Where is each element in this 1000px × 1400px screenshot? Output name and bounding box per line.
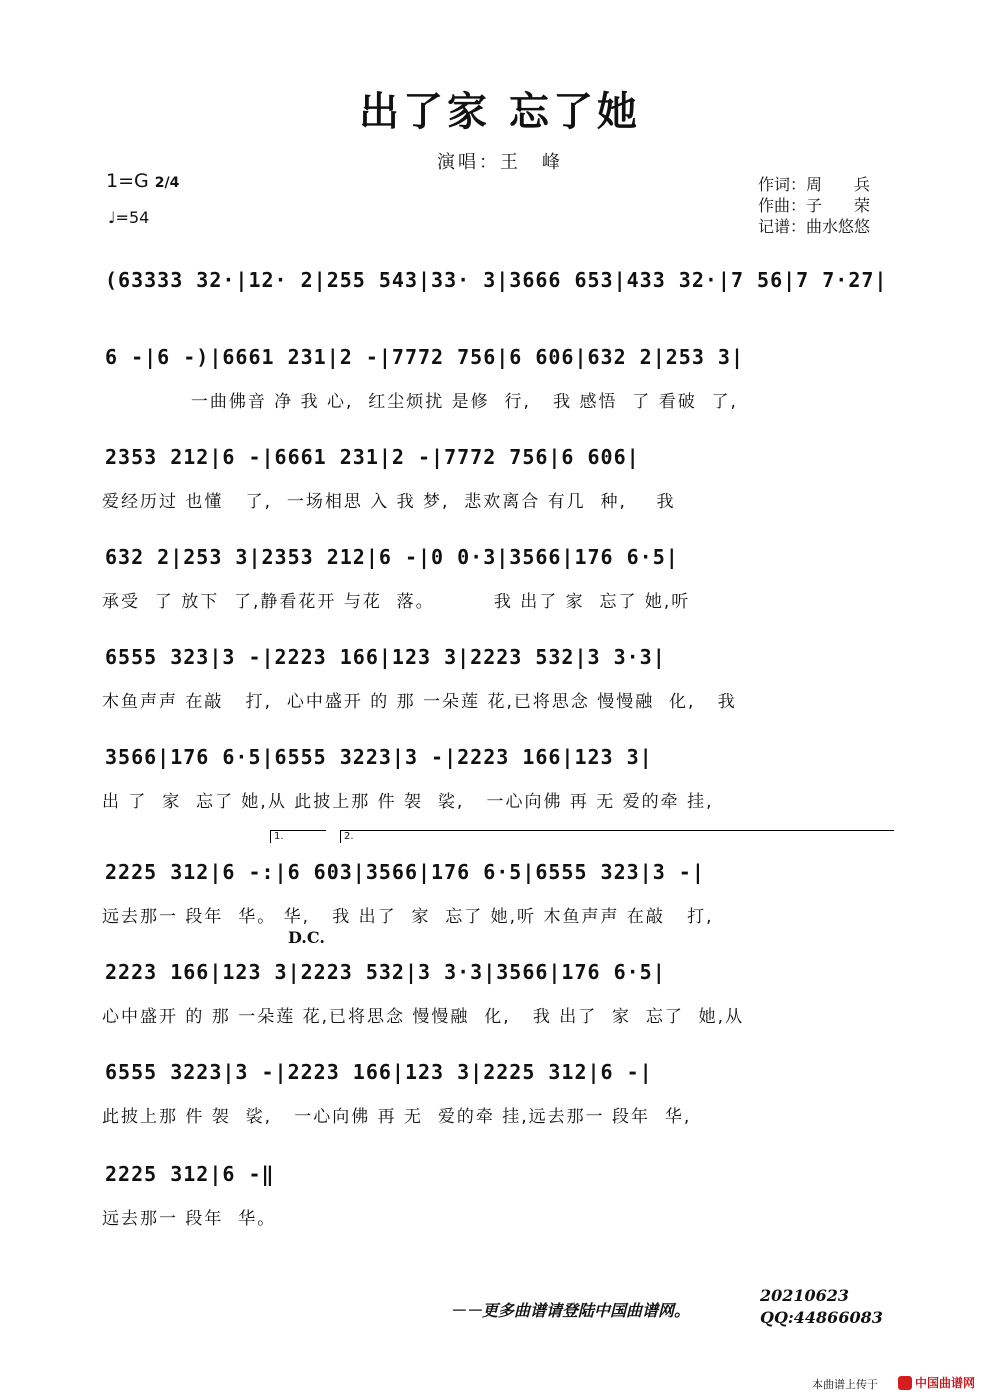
lyrics-line: 承受 了 放下 了,静看花开 与花 落。 我 出了 家 忘了 她,听 <box>102 592 691 612</box>
dc-marker: D.C. <box>288 928 325 947</box>
transcription-date: 20210623 <box>760 1286 850 1305</box>
site-logo-icon <box>898 1376 912 1390</box>
notation-line: 2223 166|123 3|2223 532|3 3·3|3566|176 6·5| <box>105 960 666 984</box>
lyricist-credit: 作词：周 兵 <box>758 175 871 194</box>
lyrics-line: 心中盛开 的 那 一朵莲 花,已将思念 慢慢融 化, 我 出了 家 忘了 她,从 <box>102 1007 745 1027</box>
credits <box>758 174 870 237</box>
time-signature: 2/4 <box>154 175 180 191</box>
volta-second-ending: 2. <box>340 830 894 843</box>
lyrics-line: 一曲佛音 净 我 心, 红尘烦扰 是修 行, 我 感悟 了 看破 了, <box>102 392 738 412</box>
lyrics-line: 木鱼声声 在敲 打, 心中盛开 的 那 一朵莲 花,已将思念 慢慢融 化, 我 <box>102 692 737 712</box>
score-system <box>0 1060 1000 1127</box>
site-logo[interactable] <box>898 1372 986 1392</box>
score-system <box>0 1162 1000 1229</box>
lyrics-line <box>102 310 898 336</box>
lyrics-line: 爱经历过 也懂 了, 一场相思 入 我 梦, 悲欢离合 有几 种, 我 <box>102 492 676 512</box>
score-system <box>0 645 1000 712</box>
volta-first-ending: 1. <box>270 830 326 843</box>
key-signature <box>106 170 179 192</box>
score-system <box>0 445 1000 512</box>
singer-line: 演唱：王 峰 <box>437 152 563 173</box>
notation-line: 6 -|6 -)|6661 231|2 -|7772 756|6 606|632 2|253 3| <box>105 345 745 369</box>
notation-line: (63333 32·|12· 2|255 543|33· 3|3666 653|433 32·|7 56|7 7·27| <box>105 268 888 292</box>
lyrics-line: 远去那一 段年 华。 <box>102 1209 277 1229</box>
score-system <box>0 960 1000 1027</box>
notation-line: 3566|176 6·5|6555 3223|3 -|2223 166|123 3| <box>105 745 653 769</box>
footer-note: －－更多曲谱请登陆中国曲谱网。 <box>450 1301 691 1320</box>
lyrics-line: 出 了 家 忘了 她,从 此披上那 件 袈 裟, 一心向佛 再 无 爱的牵 挂, <box>102 792 714 812</box>
notation-line: 632 2|253 3|2353 212|6 -|0 0·3|3566|176 6·5| <box>105 545 679 569</box>
notation-line: 2225 312|6 -:|6 603|3566|176 6·5|6555 323|3 -| <box>105 860 705 884</box>
song-title: 出了家 忘了她 <box>359 88 641 135</box>
score-system <box>0 345 1000 412</box>
score-system <box>0 745 1000 812</box>
notation-line: 6555 323|3 -|2223 166|123 3|2223 532|3 3·3| <box>105 645 666 669</box>
composer-credit: 作曲：子 荣 <box>758 196 871 215</box>
upload-note: 本曲谱上传于 <box>812 1378 878 1391</box>
notation-line: 2225 312|6 -‖ <box>105 1162 275 1186</box>
site-logo-text: 中国曲谱网 <box>915 1376 976 1390</box>
qq-contact: QQ:44866083 <box>760 1308 883 1327</box>
score-system <box>0 268 1000 302</box>
tempo-mark: ♩=54 <box>108 208 150 227</box>
lyrics-line: 此披上那 件 袈 裟, 一心向佛 再 无 爱的牵 挂,远去那一 段年 华, <box>102 1107 692 1127</box>
notation-line: 6555 3223|3 -|2223 166|123 3|2225 312|6 -| <box>105 1060 653 1084</box>
notation-line: 2353 212|6 -|6661 231|2 -|7772 756|6 606| <box>105 445 640 469</box>
score-system <box>0 545 1000 612</box>
lyrics-line: 远去那一 段年 华。 华, 我 出了 家 忘了 她,听 木鱼声声 在敲 打, <box>102 907 714 927</box>
key-text: 1=G <box>106 170 149 192</box>
score-system <box>0 860 1000 927</box>
transcriber-credit: 记谱：曲水悠悠 <box>758 217 871 236</box>
